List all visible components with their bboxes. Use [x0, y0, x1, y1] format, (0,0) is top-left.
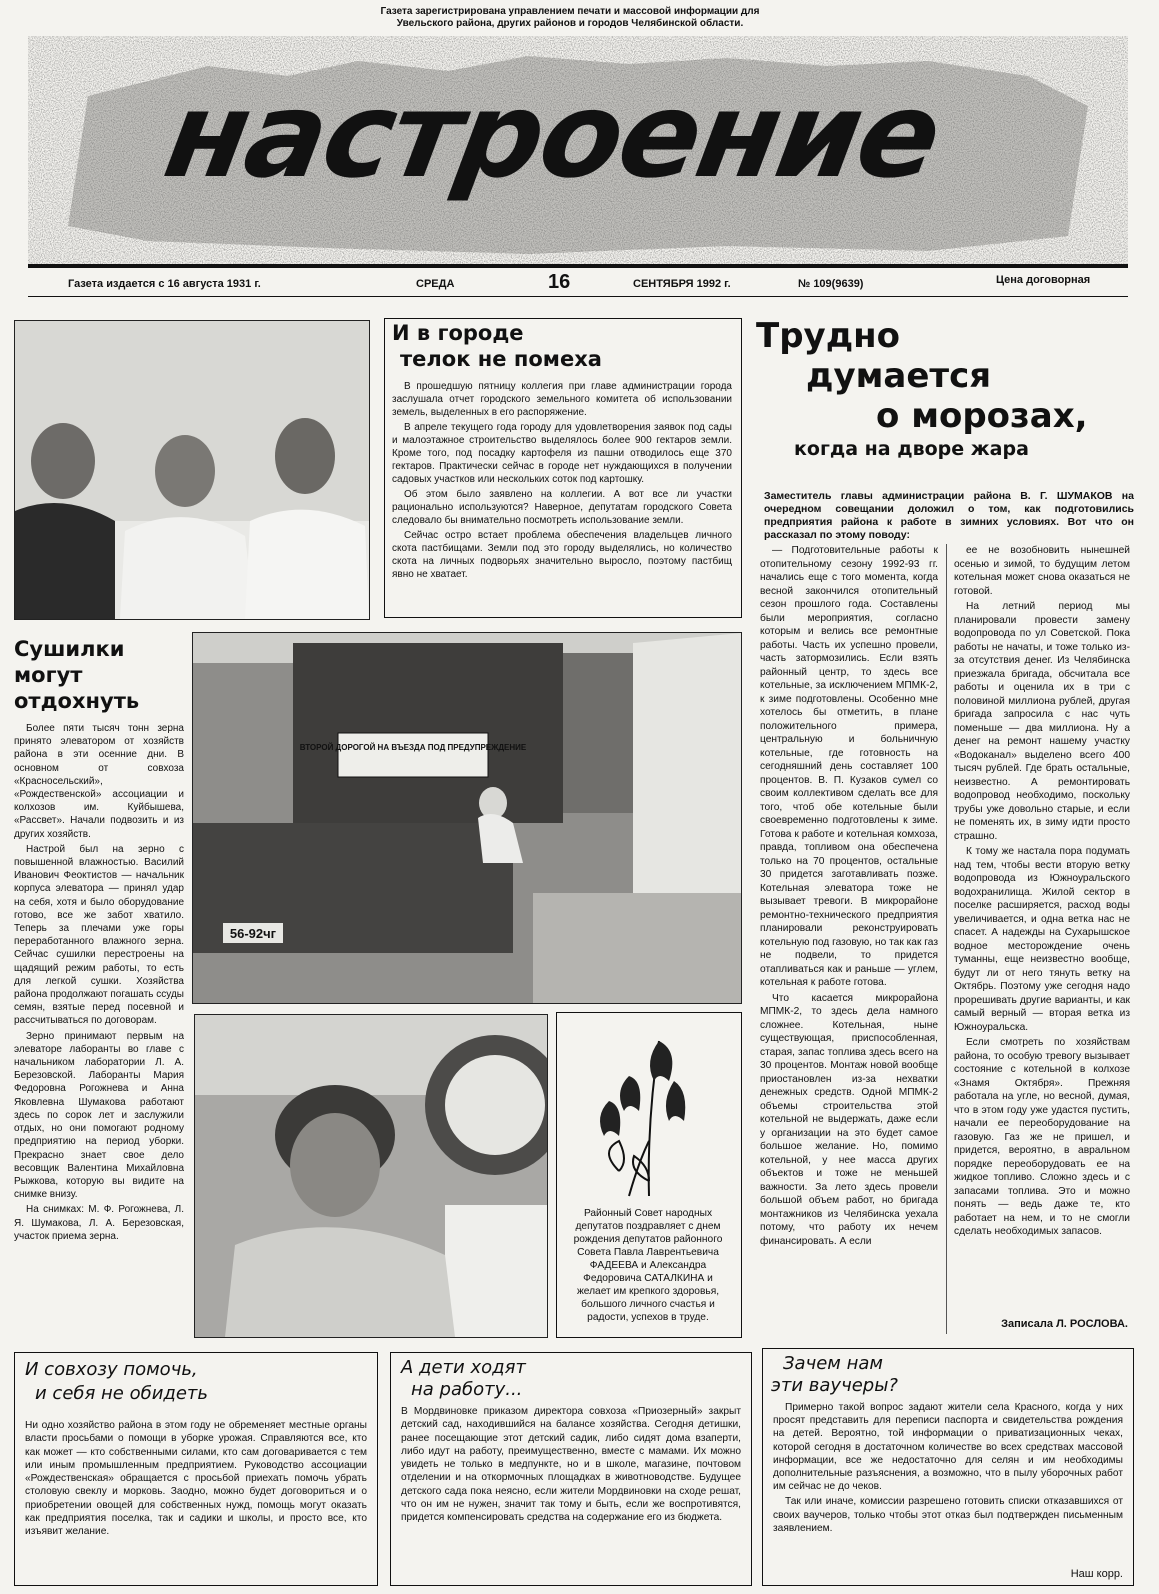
truck-plate: 56-92чг: [229, 926, 277, 941]
dryers-headline-2: могут: [14, 663, 83, 687]
frost-headline-4: когда на дворе жара: [794, 438, 1029, 460]
frost-paragraph: ее не возобновить нынешней осенью и зимой, то будущим летом котельная может снова оказаться не готовой.: [954, 545, 1130, 597]
day-number: 16: [548, 271, 571, 293]
article-frost-signature: Записала Л. РОСЛОВА.: [1001, 1318, 1128, 1330]
frost-paragraph: Если смотреть по хозяйствам района, то особую тревогу вызывает состояние с котельной в колхозе «Знамя Октября». Прежняя работала на угле, но весной, думая, что в этом году уже удастся пустить, начали ее переоборудование на газовую. Газ же не пришел, и придется, вероятно, в авральном порядке переоборудовать ее на жидкое топливо. Сложно здесь и с запасами топлива. Это и можно понять — ведь даже те, кто работает на нем, и то не смогли сделать необходимых запасов.: [954, 1037, 1130, 1237]
frost-headline-3: о морозах,: [876, 396, 1088, 436]
article-city-paragraph: В прошедшую пятницу коллегия при главе администрации города заслушала отчет городского земельного комитета об использовании земель, выделенных в его распоряжение.: [392, 381, 732, 418]
founded-date: Газета издается с 16 августа 1931 г.: [68, 278, 261, 290]
masthead-title: настроение: [155, 66, 950, 204]
vouchers-signature: Наш корр.: [1070, 1568, 1123, 1580]
vouchers-paragraph: Так или иначе, комиссии разрешено готовить списки отказавшихся от своих ваучеров, только чтобы этот отказ был подтвержден письменным заявлением.: [773, 1496, 1123, 1534]
help-headline-2: и себя не обидеть: [35, 1383, 209, 1404]
registration-note: Газета зарегистрирована управлением печати и массовой информации для Увельского района, других районов и городов Челябинской области.: [380, 6, 760, 29]
article-dryers: [14, 636, 184, 714]
children-headline-2: на работу...: [411, 1379, 523, 1400]
vouchers-headline-1: Зачем нам: [783, 1353, 883, 1374]
children-headline-1: А дети ходят: [401, 1357, 526, 1378]
frost-paragraph: Что касается микрорайона МПМК-2, то здесь дела намного сложнее. Котельная, ныне существующая, приспособленная, старая, запас топлива здесь всего на 30 процентов. Монтаж новой вообще приостановлен из-за нехватки денежных средств. Одной МПМК-2 объемы строительства этой котельной не выдержать, даже если у организации на это будет самое большое желание. Но, помимо котельной, у нее масса других объектов и тоже не меньшей важности. За лето здесь провели большой объем работ, но бригада монтажников из Челябинска уехала потому, что работу их нечем финансировать. А если: [760, 992, 938, 1247]
frost-headline-2: думается: [806, 356, 992, 396]
masthead: [28, 36, 1128, 266]
article-frost-column-1: [760, 544, 938, 1334]
article-city-headline-1: И в городе: [392, 321, 524, 345]
article-city-paragraph: Сейчас остро встает проблема обеспечения владельцев личного скота пастбищами. Земли под это городу выделялись, но количество скота на личных подворьях значительно выросло, поэтому пастбищ явно не хватает.: [392, 530, 732, 580]
column-divider: [946, 544, 947, 1334]
article-frost-headline: [756, 316, 1136, 486]
article-city-paragraph: В апреле текущего года городу для удовлетворения заявок под сады и малоэтажное строительство выделялось более 900 гектаров земли. Кроме того, под посадку картофеля из пашни отводилось еще 370 гектаров. Практически сейчас в городе нет нуждающихся в получении садовых участков или нескольких соток под картошку.: [392, 422, 732, 485]
photo-weigher: [194, 1014, 548, 1338]
vouchers-headline-2: эти ваучеры?: [771, 1375, 898, 1396]
greeting-box: [556, 1012, 742, 1338]
photo-elevator-image: [193, 633, 741, 1003]
issue-number: № 109(9639): [798, 278, 864, 290]
article-help-sovkhoz: [14, 1352, 378, 1586]
elevator-sign-text: ВТОРОЙ ДОРОГОЙ НА ВЪЕЗДА ПОД ПРЕДУПРЕЖДЕНИЕ: [299, 743, 527, 752]
dryers-headline-1: Сушилки: [14, 637, 125, 661]
flower-icon: [589, 1021, 709, 1201]
frost-headline-1: Трудно: [756, 316, 901, 356]
help-headline-1: И совхозу помочь,: [25, 1359, 198, 1380]
masthead-rule: [28, 264, 1128, 268]
article-frost-lede: Заместитель главы администрации района В. Г. ШУМАКОВ на очередном совещании доложил о том, как подготовились предприятия района к работе в зимних условиях. Вот что он рассказал по этому поводу:: [764, 490, 1134, 541]
children-text: В Мордвиновке приказом директора совхоза «Приозерный» закрыт детский сад, находившийся на балансе хозяйства. Сегодня детишки, ранее посещающие этот детский садик, либо сидят дома взаперти, либо идут на работу, преимущественно, вместе с мамами. Их можно увидеть не только в медпункте, но и в школе, магазине, почтовом отделении и на откормочных площадках в животноводстве. Будущее детского сада пока неясно, если жители Мордвиновки на сходе решат, что он им не нужен, значит так тому и быть, если же воспротивятся, придется компенсировать средства на содержание его из бюджета.: [401, 1406, 741, 1524]
dryers-paragraph: На снимках: М. Ф. Рогожнева, Л. Я. Шумакова, Л. А. Березовская, участок приема зерна.: [14, 1204, 184, 1242]
article-children-work: [390, 1352, 752, 1586]
article-city-headline-2: телок не помеха: [400, 347, 602, 371]
article-frost-column-2: [954, 544, 1130, 1314]
dateline-rule: [28, 296, 1128, 297]
article-city-content: [392, 320, 732, 583]
photo-laboratory-image: [15, 321, 369, 619]
dateline: [28, 272, 1128, 296]
help-text: Ни одно хозяйство района в этом году не обременяет местные органы власти просьбами о помощи в уборке урожая. Справляются все, кто как может — кто собственными силами, кто сам договаривается с тем или иным промышленным предприятием. Руководство ассоциации «Рождественская» обращается с просьбой приехать помочь убрать столовую свеклу и морковь. Заодно, можно будет договориться и о приобретении овощей для собственных нужд, помощь могут оказать как предприятия поселка, так и садики и школы, и просто все, кто изъявит желание.: [25, 1420, 367, 1538]
frost-paragraph: — Подготовительные работы к отопительному сезону 1992-93 гг. начались еще с того момента, когда весной закончился отопительный сезон прошлого года. Составлены были мероприятия, согласно которым и велись все ремонтные работы. Часть их успешно провели, часть затормозились. Если взять районный центр, то здесь все котельные, за исключением МПМК-2, к зиме подготовлены. Особенно мне хотелось бы отметить, в плане положительного примера, центральную и больничную котельные, где готовность на сегодняшний день составляет 100 процентов. В. П. Кузаков сумел со своим коллективом сделать все для того, чтоб обе котельные были своевременно подготовлены к зиме. Готова к работе и котельная комхоза, правда, топливом она обеспечена только на 70 процентов, остальные 30 придется заготавливать позже. Котельная элеватора тоже не вызывает тревоги. В микрорайоне ремонтно-технического предприятия планировали реконструировать котельную под газовую, но так как газ не подвели, то придется отапливаться как и раньше — углем, котельная к работе готова.: [760, 545, 938, 988]
article-dryers-body: [14, 722, 184, 1334]
weekday: СРЕДА: [416, 278, 455, 290]
frost-paragraph: На летний период мы планировали провести замену водопровода по ул Советской. Пока работы не начаты, и тоже только из-за отсутствия денег. Из Челябинска приезжала бригада, обсчитала все работы и оценила их в три с половиной миллиона рублей, другая бригада запросила с нас чуть поменьше — два миллиона. Ну а денег на ремонт нашему участку «Водоканал» выделено всего 400 тысяч рублей. Где брать остальные, неизвестно. А ремонтировать водопровод необходимо, поскольку трубы уже довольно старые, и если не поменять их, в зиму идти просто страшно.: [954, 601, 1130, 842]
article-city-paragraph: Об этом было заявлено на коллегии. А вот все ли участки рационально используются? Наверное, депутатам городского Совета следовало бы внимательно посмотреть использование земли.: [392, 489, 732, 526]
frost-paragraph: К тому же настала пора подумать над тем, чтобы вести вторую ветку водопровода из Южноуральского водохранилища. Жилой сектор в поселке расширяется, расход воды увеличивается, и одна ветка нас не спасет. А надежды на Сухарышское водное месторождение очень туманны, еще неизвестно вообще, будут ли от него тянуть ветку на Октябрь. Поэтому уже сегодня надо прорешивать другие варианты, и как самый верный — вторая ветка из Южноуральска.: [954, 846, 1130, 1033]
greeting-text: Районный Совет народных депутатов поздравляет с днем рождения депутатов районного Совета Павла Лаврентьевича ФАДЕЕВА и Александра Федоровича САТАЛКИНА и желает им крепкого здоровья, большого личного счастья и радости, успехов в труде.: [573, 1208, 723, 1323]
article-vouchers: [762, 1348, 1134, 1586]
price: Цена договорная: [996, 274, 1091, 286]
photo-elevator-truck: [192, 632, 742, 1004]
dryers-headline-3: отдохнуть: [14, 689, 140, 713]
vouchers-body: [773, 1401, 1123, 1537]
vouchers-paragraph: Примерно такой вопрос задают жители села Красного, когда у них просят представить для переписи паспорта и свидетельства рождения на детей. Вероятно, той информации о приватизационных чеках, которой сегодня в достаточном количестве во всех средствах массовой информации, все же недостаточно для селян и им необходимы дополнительные разъяснения, а возможно, что в пылу уборочных работ им сейчас не до чеков.: [773, 1402, 1123, 1493]
dryers-paragraph: Зерно принимают первым на элеваторе лаборанты во главе с начальником лаборатории Л. А. Березовской. Лаборанты Мария Федоровна Рогожнева и Анна Яковлевна Шумакова работают здесь по сорок лет и заслужили отдых, но они помогают родному предприятию на период уборки. Прекрасно знает свое дело весовщик Валентина Михайловна Рыжкова, которую вы видите на снимке внизу.: [14, 1030, 184, 1201]
dryers-paragraph: Более пяти тысяч тонн зерна принято элеватором от хозяйств района в эти осенние дни. В основном от совхоза «Красносельский», «Рождественской» ассоциации и колхозов им. Куйбышева, «Рассвет». Начали подвозить и из других хозяйств.: [14, 723, 184, 840]
dryers-paragraph: Настрой был на зерно с повышенной влажностью. Василий Иванович Феоктистов — начальник корпуса элеватора — принял удар на себя, хотя и было оборудование готово, все же забот хватило. Теперь за плечами уже горы переработанного влажного зерна. Сейчас сушилки перестроены на щадящий режим работы, то есть для легкой сушки. Хозяйства района продолжают погашать ссуды семян, взятые перед посевной и рассчитываться по договорам.: [14, 843, 184, 1027]
month-year: СЕНТЯБРЯ 1992 г.: [633, 278, 731, 290]
photo-laboratory-workers: [14, 320, 370, 620]
photo-weigher-image: [195, 1015, 547, 1337]
